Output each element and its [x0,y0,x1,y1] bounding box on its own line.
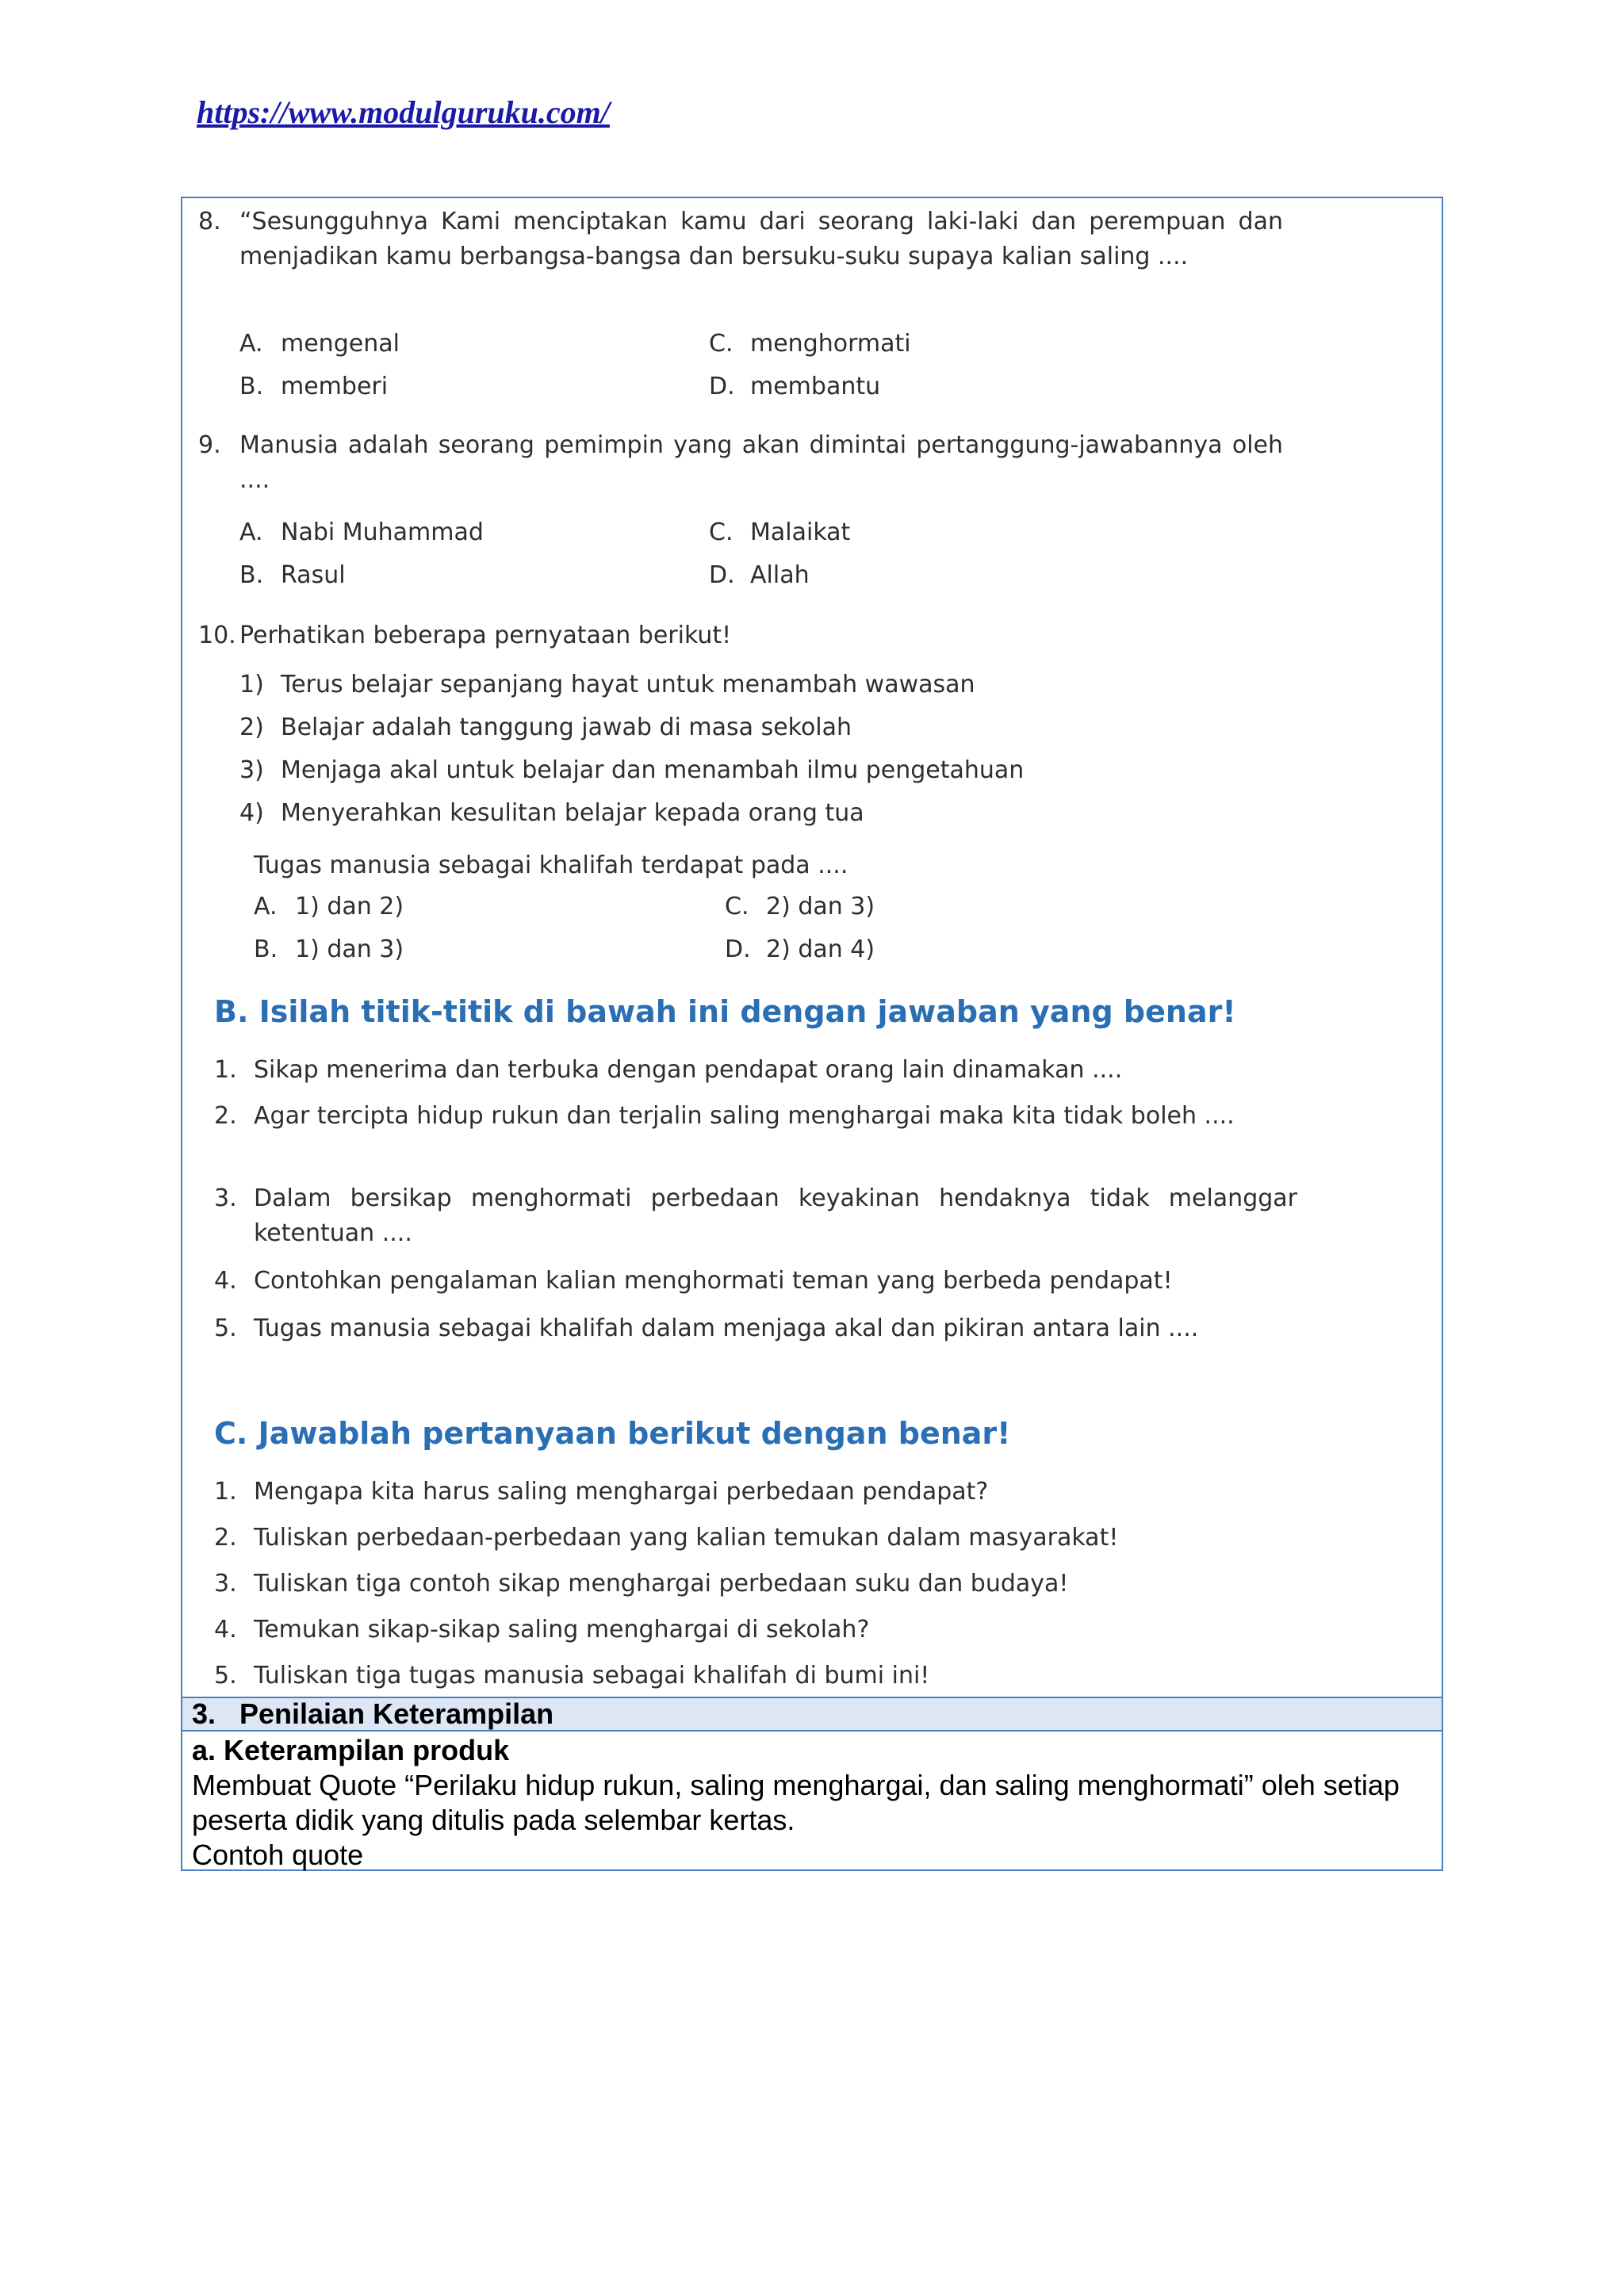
option-text: Malaikat [750,519,851,546]
item-text: Tuliskan tiga contoh sikap menghargai perbedaan suku dan budaya! [254,1570,1069,1598]
penilaian-description: Membuat Quote “Perilaku hidup rukun, saling menghargai, dan saling menghormati” oleh setiap peserta didik yang ditulis pada selembar kertas. [192,1769,1400,1836]
penilaian-body [192,1733,1429,1873]
option-text: 2) dan 3) [766,893,875,920]
option-letter: B. [254,936,278,963]
question-prompt: Tugas manusia sebagai khalifah terdapat pada .... [254,851,848,879]
option-letter: C. [709,330,733,358]
option-letter: D. [709,373,735,400]
statement-item [239,796,864,831]
option-text: membantu [750,373,881,400]
option-b [254,932,404,967]
question-number: 9. [198,431,221,459]
option-letter: A. [239,330,263,358]
option-d [709,558,810,593]
item-number: 4. [214,1616,237,1644]
item-text: Mengapa kita harus saling menghargai perbedaan pendapat? [254,1478,989,1506]
statement-text: Menyerahkan kesulitan belajar kepada orang tua [281,799,864,827]
item-number: 3. [214,1570,237,1598]
item-text: Dalam bersikap menghormati perbedaan keyakinan hendaknya tidak melanggar ketentuan .... [254,1184,1297,1247]
option-letter: A. [254,893,278,920]
option-d [709,369,880,404]
option-d [725,932,875,967]
option-c [709,327,911,362]
penilaian-title: Penilaian Keterampilan [239,1697,554,1730]
statement-number: 2) [239,714,264,741]
option-text: 2) dan 4) [766,936,875,963]
item-number: 5. [214,1314,237,1342]
scanned-worksheet [182,198,1442,1697]
item-number: 1. [214,1056,237,1084]
option-text: Rasul [281,561,346,589]
option-text: mengenal [281,330,400,358]
option-b [239,369,388,404]
item-text: Temukan sikap-sikap saling menghargai di sekolah? [254,1616,870,1644]
item-text: Tuliskan tiga tugas manusia sebagai khalifah di bumi ini! [254,1662,930,1689]
section-c-title: C. Jawablah pertanyaan berikut dengan benar! [214,1416,1011,1451]
penilaian-number: 3. [192,1697,216,1730]
section-b-title: B. Isilah titik-titik di bawah ini dengan jawaban yang benar! [214,994,1236,1029]
statement-text: Menjaga akal untuk belajar dan menambah ilmu pengetahuan [281,756,1025,784]
statement-text: Terus belajar sepanjang hayat untuk menambah wawasan [281,671,975,698]
item-number: 2. [214,1524,237,1552]
item-text: Contohkan pengalaman kalian menghormati teman yang berbeda pendapat! [254,1267,1173,1295]
penilaian-header-row [182,1697,1442,1732]
item-text: Agar tercipta hidup rukun dan terjalin saling menghargai maka kita tidak boleh .... [254,1102,1235,1130]
option-a [239,327,400,362]
statement-text: Belajar adalah tanggung jawab di masa sekolah [281,714,852,741]
penilaian-subtitle: a. Keterampilan produk [192,1734,510,1766]
option-letter: D. [725,936,751,963]
option-letter: C. [725,893,749,920]
option-letter: D. [709,561,735,589]
statement-item [239,753,1024,788]
question-text: Manusia adalah seorang pemimpin yang akan dimintai pertanggung-jawabannya oleh .... [239,431,1283,494]
statement-item [239,710,852,745]
option-letter: A. [239,519,263,546]
statement-number: 1) [239,671,264,698]
option-text: Nabi Muhammad [281,519,484,546]
option-a [254,890,404,924]
option-c [709,515,850,550]
question-text: Perhatikan beberapa pernyataan berikut! [239,622,732,649]
item-number: 2. [214,1102,237,1130]
content-frame [181,197,1443,1871]
item-number: 4. [214,1267,237,1295]
option-letter: C. [709,519,733,546]
item-number: 5. [214,1662,237,1689]
item-text: Tuliskan perbedaan-perbedaan yang kalian temukan dalam masyarakat! [254,1524,1119,1552]
penilaian-example-label: Contoh quote [192,1839,364,1871]
item-text: Sikap menerima dan terbuka dengan pendapat orang lain dinamakan .... [254,1056,1123,1084]
option-c [725,890,875,924]
option-text: 1) dan 3) [295,936,404,963]
header-url-link[interactable]: https://www.modulguruku.com/ [197,94,610,130]
question-number: 10. [198,622,236,649]
option-text: 1) dan 2) [295,893,404,920]
item-text: Tugas manusia sebagai khalifah dalam menjaga akal dan pikiran antara lain .... [254,1314,1199,1342]
question-number: 8. [198,208,221,235]
option-a [239,515,484,550]
option-text: memberi [281,373,389,400]
question-text: “Sesungguhnya Kami menciptakan kamu dari seorang laki-laki dan perempuan dan menjadikan kamu berbangsa-bangsa dan bersuku-suku supaya kalian saling .... [239,208,1283,270]
option-letter: B. [239,373,264,400]
option-letter: B. [239,561,264,589]
statement-number: 3) [239,756,264,784]
item-number: 3. [214,1184,237,1212]
item-number: 1. [214,1478,237,1506]
option-text: Allah [750,561,810,589]
option-text: menghormati [750,330,911,358]
option-b [239,558,346,593]
statement-number: 4) [239,799,264,827]
statement-item [239,668,975,702]
